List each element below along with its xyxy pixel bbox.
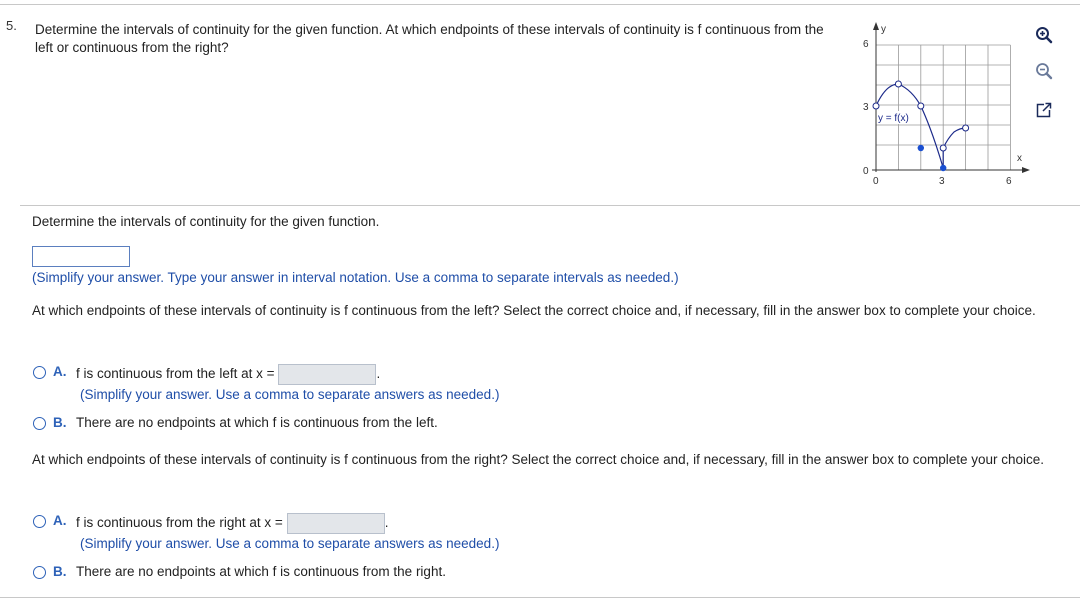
x-tick-0: 0: [873, 176, 879, 187]
part2-prompt: At which endpoints of these intervals of continuity is f continuous from the left? Select the correct choice and, if necessary, fill in the answer box to complete your choice.: [32, 303, 1036, 318]
function-graph: [850, 20, 1040, 190]
right-endpoints-input[interactable]: [287, 513, 385, 534]
x-tick-3: 3: [939, 176, 945, 187]
zoom-out-button[interactable]: [1033, 60, 1055, 82]
open-point-1-4: [895, 81, 901, 87]
y-tick-3: 3: [863, 102, 869, 113]
right-choice-a-radio[interactable]: [33, 515, 46, 528]
right-choice-a-hint: (Simplify your answer. Use a comma to separate answers as needed.): [80, 536, 500, 551]
left-choice-a-radio[interactable]: [33, 366, 46, 379]
right-choice-a[interactable]: A. f is continuous from the right at x = .: [33, 513, 389, 534]
left-choice-a[interactable]: A. f is continuous from the left at x = .: [33, 364, 380, 385]
popout-icon: [1036, 102, 1052, 118]
left-choice-a-letter: A.: [53, 364, 67, 379]
intervals-answer-input[interactable]: [32, 246, 130, 267]
part1-hint: (Simplify your answer. Type your answer in interval notation. Use a comma to separate intervals as needed.): [32, 270, 679, 285]
x-axis-label: x: [1017, 153, 1022, 164]
left-endpoints-input[interactable]: [278, 364, 376, 385]
x-axis-arrow: [1022, 167, 1030, 173]
popout-button[interactable]: [1033, 99, 1055, 121]
closed-point-3-0: [940, 165, 946, 171]
x-tick-6: 6: [1006, 176, 1012, 187]
question-number: 5.: [6, 18, 17, 33]
y-tick-6: 6: [863, 39, 869, 50]
top-divider: [0, 4, 1080, 5]
y-axis-arrow: [873, 22, 879, 30]
curve-left-branch: [876, 84, 943, 168]
section-divider: [20, 205, 1080, 206]
left-choice-b-letter: B.: [53, 415, 67, 430]
closed-point-2-1: [918, 145, 924, 151]
right-choice-b[interactable]: [33, 564, 446, 579]
left-choice-b[interactable]: [33, 415, 438, 430]
bottom-divider: [0, 597, 1080, 598]
question-prompt: Determine the intervals of continuity for the given function. At which endpoints of these intervals of continuity is f continuous from the left or continuous from the right?: [35, 22, 824, 55]
right-choice-a-text: f is continuous from the right at x =: [76, 515, 283, 531]
part3-prompt: At which endpoints of these intervals of continuity is f continuous from the right? Select the correct choice and, if necessary, fill in the answer box to complete your choice.: [32, 452, 1045, 467]
open-point-3-1: [940, 145, 946, 151]
right-choice-b-text: There are no endpoints at which f is continuous from the right.: [76, 564, 446, 579]
right-choice-b-radio[interactable]: [33, 566, 46, 579]
left-choice-a-text: f is continuous from the left at x =: [76, 366, 275, 382]
right-choice-b-letter: B.: [53, 564, 67, 579]
y-tick-0: 0: [863, 166, 869, 177]
left-choice-b-text: There are no endpoints at which f is continuous from the left.: [76, 415, 438, 430]
open-point-2-3: [918, 103, 924, 109]
open-point-0-3: [873, 103, 879, 109]
y-axis-label: y: [881, 24, 886, 35]
function-label: y = f(x): [878, 113, 909, 124]
zoom-in-icon: [1035, 26, 1053, 44]
zoom-in-button[interactable]: [1033, 24, 1055, 46]
zoom-out-icon: [1035, 62, 1053, 80]
left-choice-b-radio[interactable]: [33, 417, 46, 430]
open-point-4-2: [963, 125, 969, 131]
left-choice-a-hint: (Simplify your answer. Use a comma to separate answers as needed.): [80, 387, 500, 402]
part1-prompt: Determine the intervals of continuity for the given function.: [32, 214, 380, 229]
right-choice-a-letter: A.: [53, 513, 67, 528]
